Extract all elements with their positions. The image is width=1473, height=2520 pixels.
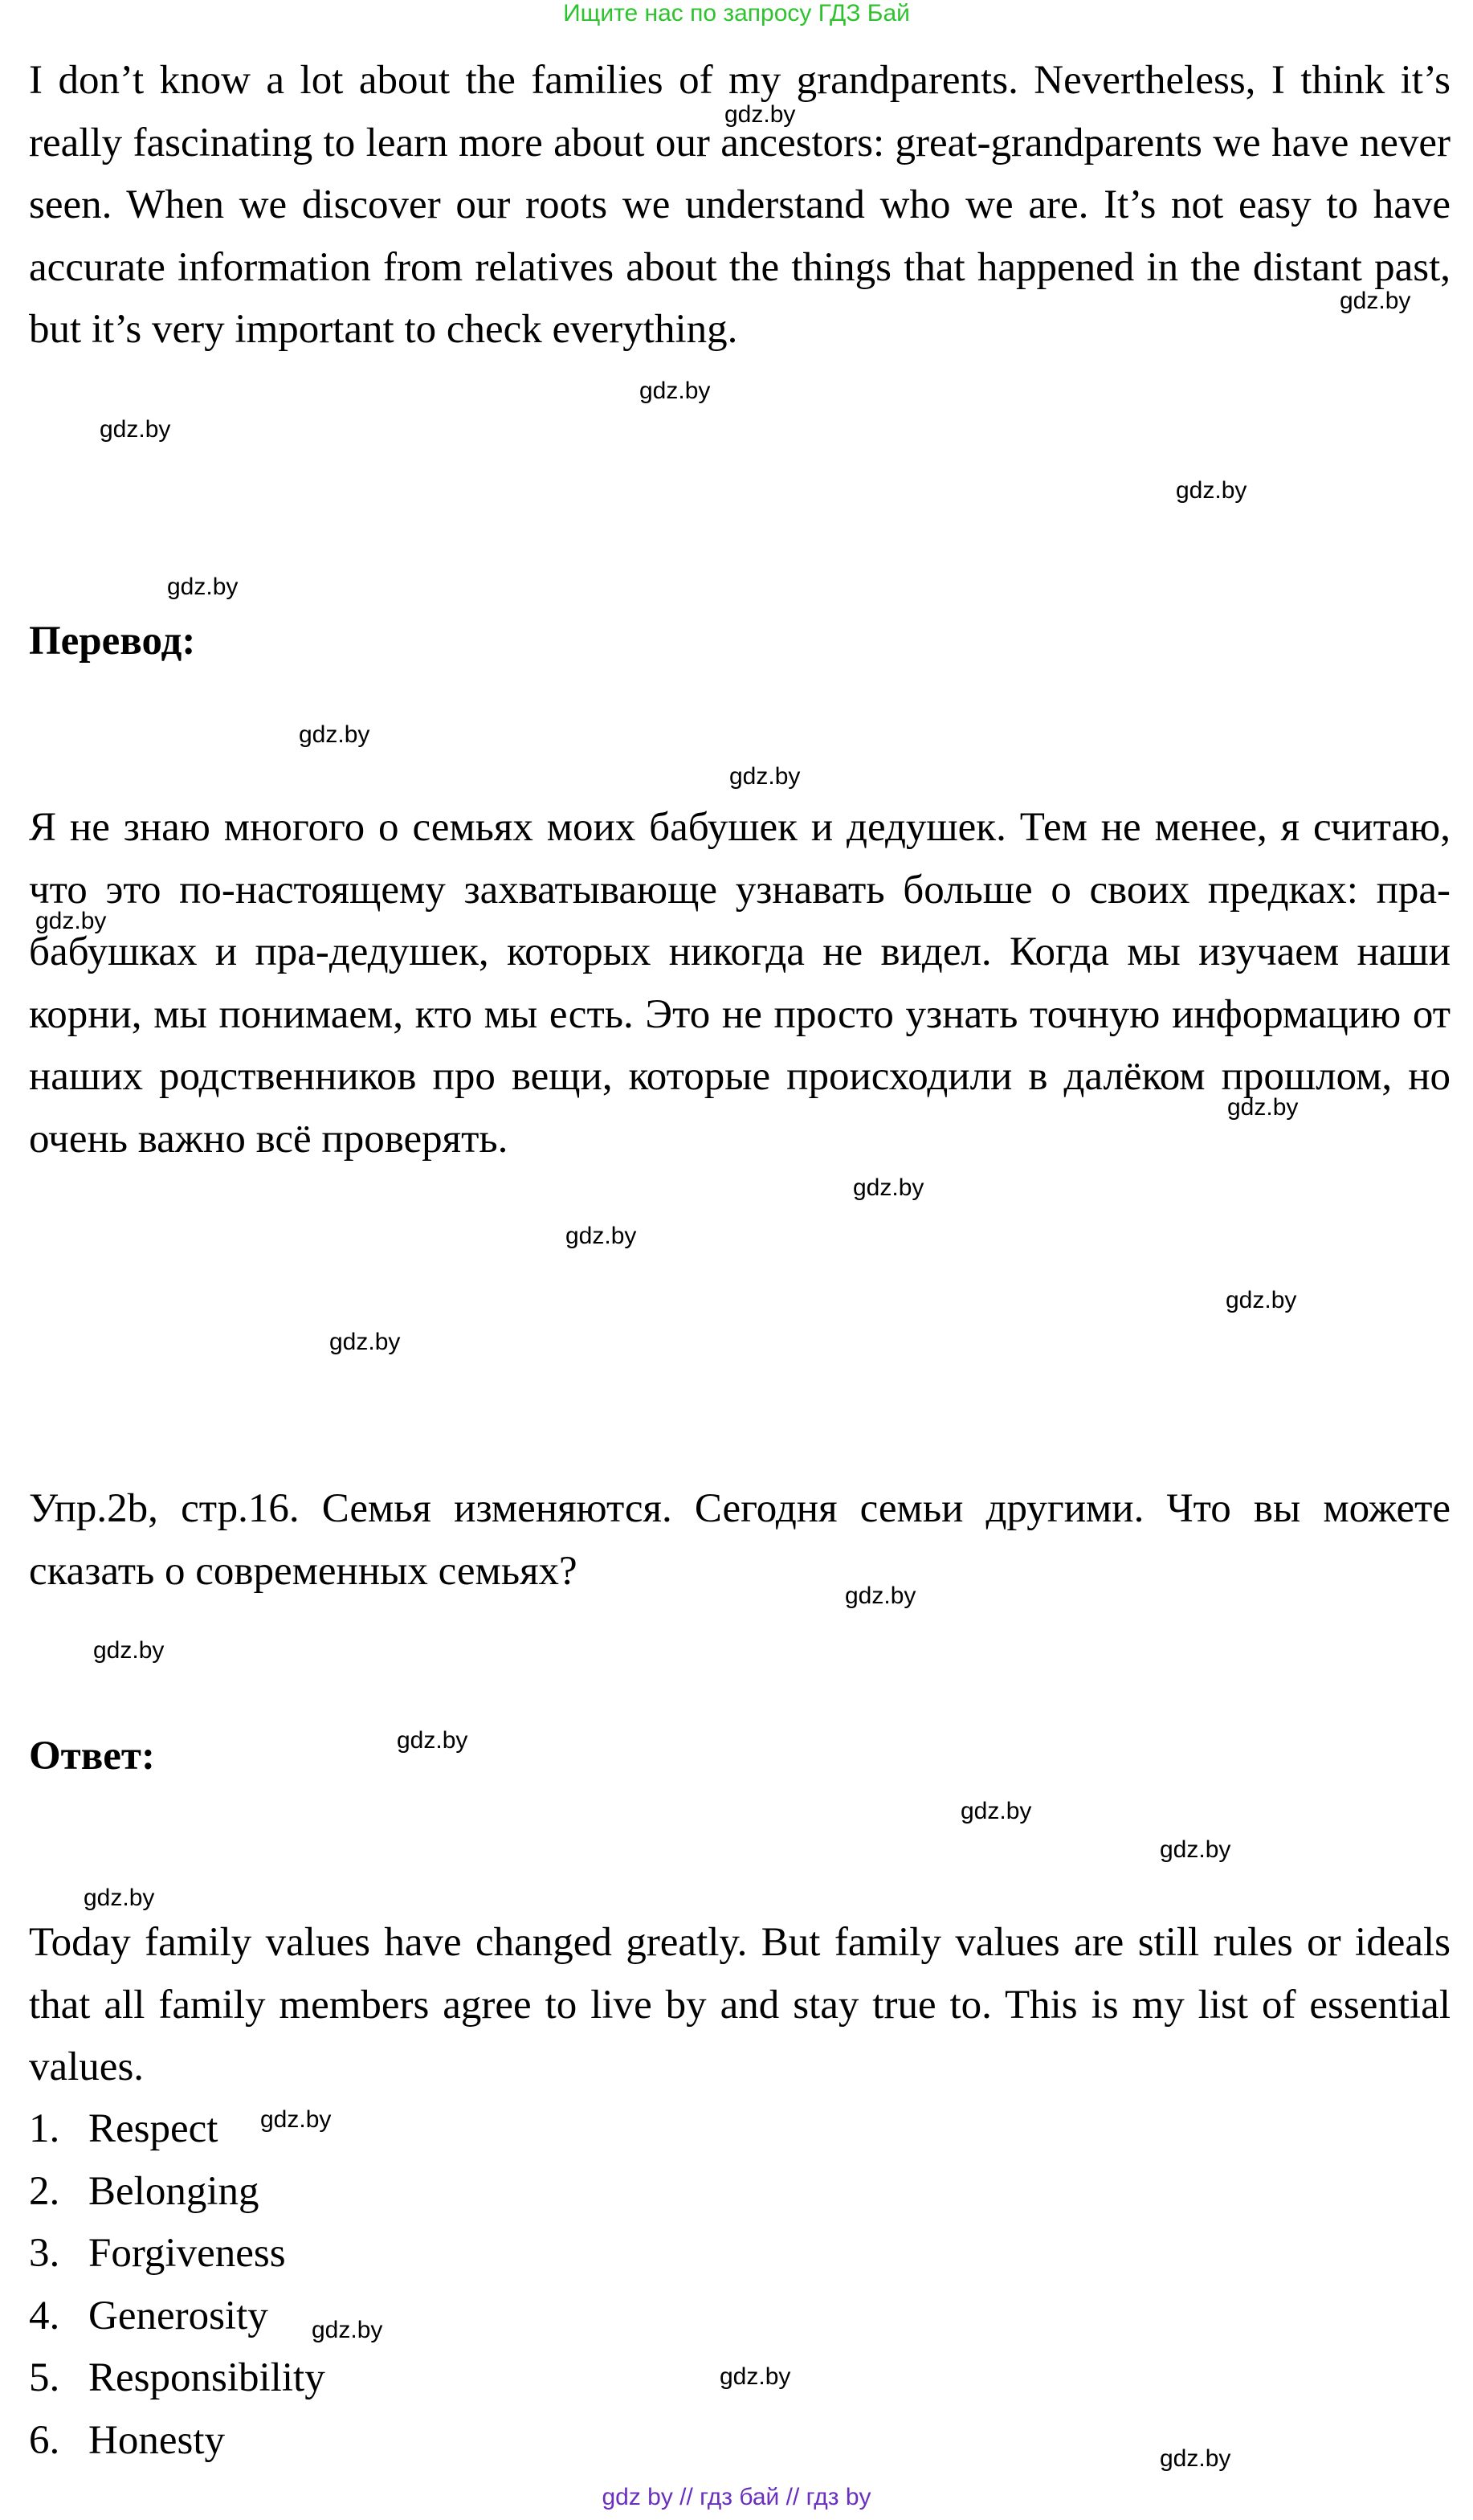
watermark: gdz.by	[312, 2317, 383, 2343]
watermark: gdz.by	[1160, 1836, 1231, 1863]
list-item-number: 5.	[29, 2355, 60, 2400]
watermark: gdz.by	[853, 1174, 924, 1201]
exercise-task: Упр.2b, стр.16. Семья изменяются. Сегодня семьи другими. Что вы можете сказать о современных семьях?	[29, 1486, 1451, 1594]
russian-translation-paragraph: Я не знаю многого о семьях моих бабушек и дедушек. Тем не менее, я считаю, что это по-настоящему захватывающе узнавать больше о своих предках: пра-бабушках и пра-дедушек, которых никогда не видел. Когда мы изучаем наши корни, мы понимаем, кто мы есть. Это не просто узнать точную информацию от наших родственников про вещи, которые происходили в далёком прошлом, но очень важно всё проверять.	[29, 805, 1451, 1162]
list-item	[29, 2410, 325, 2473]
watermark: gdz.by	[1176, 477, 1247, 504]
watermark: gdz.by	[1227, 1094, 1299, 1121]
watermark: gdz.by	[720, 2363, 791, 2390]
list-item	[29, 2161, 325, 2224]
watermark: gdz.by	[93, 1637, 165, 1664]
watermark: gdz.by	[260, 2106, 332, 2133]
list-item-label: Honesty	[88, 2417, 225, 2463]
answer-heading: Ответ:	[29, 1734, 155, 1779]
answer-paragraph: Today family values have changed greatly. But family values are still rules or ideals that all family members agree to live by and stay true to. This is my list of essential values.	[29, 1920, 1451, 2089]
footer-links: gdz by // гдз бай // гдз by	[602, 2484, 871, 2510]
list-item-number: 3.	[29, 2231, 60, 2276]
watermark: gdz.by	[100, 416, 171, 443]
english-text-paragraph: I don’t know a lot about the families of my grandparents. Nevertheless, I think it’s really fascinating to learn more about our ancestors: great-grandparents we have never seen. When we discover our roots we understand who we are. It’s not easy to have accurate information from relatives about the things that happened in the distant past, but it’s very important to check everything.	[29, 58, 1451, 352]
watermark: gdz.by	[565, 1223, 637, 1249]
watermark: gdz.by	[1226, 1287, 1297, 1313]
values-list	[29, 2098, 325, 2472]
list-item	[29, 2347, 325, 2410]
watermark: gdz.by	[1160, 2445, 1231, 2472]
list-item-number: 6.	[29, 2417, 60, 2463]
list-item-label: Generosity	[88, 2293, 268, 2338]
list-item-number: 1.	[29, 2106, 60, 2151]
translation-heading: Перевод:	[29, 619, 196, 664]
watermark: gdz.by	[724, 101, 796, 128]
watermark: gdz.by	[639, 378, 711, 404]
watermark: gdz.by	[167, 574, 239, 600]
list-item-number: 4.	[29, 2293, 60, 2338]
list-item-number: 2.	[29, 2168, 60, 2214]
watermark: gdz.by	[299, 721, 370, 748]
list-item	[29, 2285, 325, 2348]
list-item-label: Belonging	[88, 2168, 259, 2214]
watermark: gdz.by	[961, 1798, 1032, 1824]
watermark: gdz.by	[1340, 288, 1411, 314]
watermark: gdz.by	[35, 908, 107, 934]
top-banner: Ищите нас по запросу ГДЗ Бай	[563, 0, 910, 27]
list-item-label: Forgiveness	[88, 2231, 286, 2276]
watermark: gdz.by	[845, 1583, 916, 1609]
list-item-label: Responsibility	[88, 2355, 325, 2400]
list-item-label: Respect	[88, 2106, 218, 2151]
watermark: gdz.by	[729, 763, 801, 790]
list-item	[29, 2223, 325, 2285]
watermark: gdz.by	[84, 1885, 155, 1911]
watermark: gdz.by	[329, 1329, 401, 1355]
watermark: gdz.by	[397, 1727, 468, 1754]
